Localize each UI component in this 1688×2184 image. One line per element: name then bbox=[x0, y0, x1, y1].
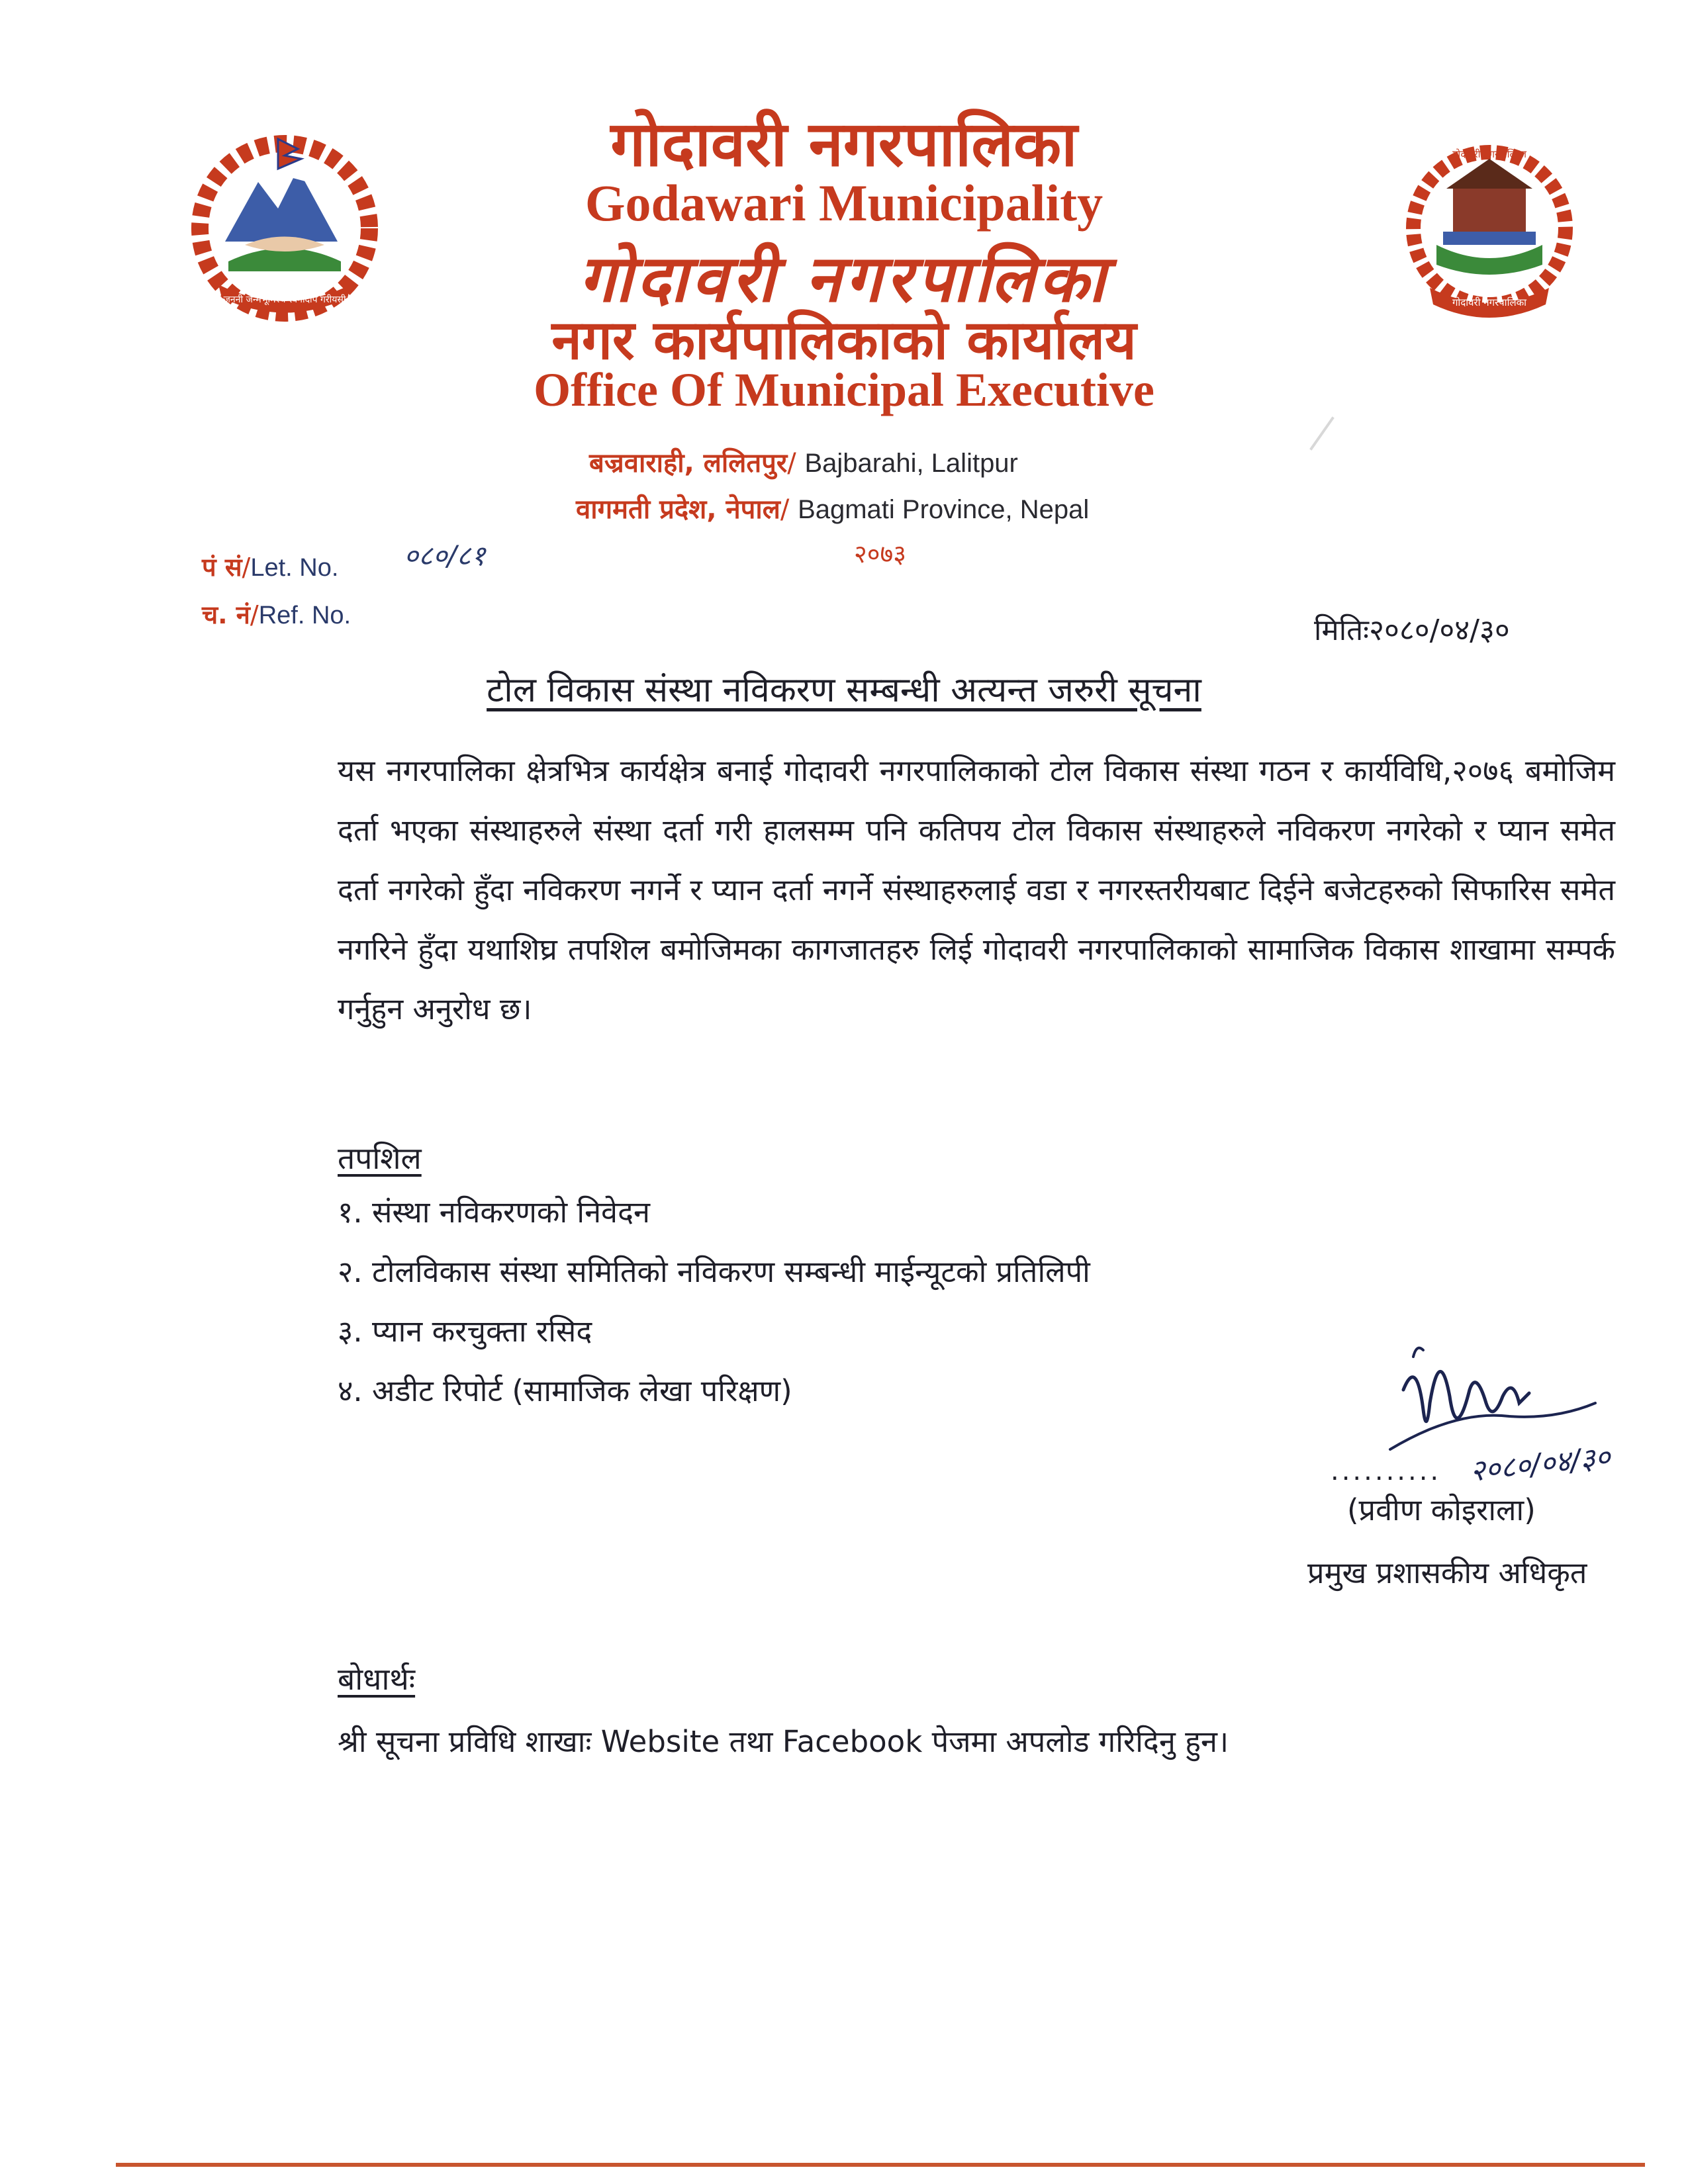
right-emblem-text-top: गोदावरी नगरपालिका bbox=[1452, 148, 1527, 160]
label-separator: / bbox=[250, 600, 259, 629]
reference-number-label-english: Ref. No. bbox=[258, 602, 352, 629]
handwritten-date: २०८०/०४/३० bbox=[1468, 1440, 1613, 1488]
office-name-nepali: नगर कार्यपालिकाको कार्यालय bbox=[551, 309, 1137, 372]
notice-subject bbox=[0, 665, 1688, 712]
letter-number-label bbox=[202, 549, 338, 584]
right-emblem-text-bottom: गोदावरी नगरपालिका bbox=[1452, 296, 1527, 308]
signature-line: .......... bbox=[1331, 1456, 1442, 1486]
municipality-name-nepali: गोदावरी नगरपालिका bbox=[610, 109, 1078, 181]
reference-number-label-nepali: च. नं bbox=[202, 600, 250, 629]
left-emblem-text: जननी जन्मभूमिश्च स्वर्गादपि गरीयसी bbox=[223, 295, 346, 305]
cc-title: बोधार्थः bbox=[338, 1661, 416, 1697]
office-name-english: Office Of Municipal Executive bbox=[534, 363, 1154, 416]
established-year: २०७३ bbox=[854, 539, 907, 569]
letter-number-label-english: Let. No. bbox=[250, 554, 339, 582]
signatory-name: (प्रवीण कोइराला) bbox=[1347, 1492, 1536, 1527]
annex-item: २. टोलविकास संस्था समितिको नविकरण सम्बन्धी माईन्यूटको प्रतिलिपी bbox=[338, 1254, 1090, 1289]
annex-title: तपशिल bbox=[338, 1140, 422, 1176]
address-line-2 bbox=[576, 490, 1089, 526]
label-separator: / bbox=[242, 553, 251, 582]
reference-number-label bbox=[202, 597, 351, 631]
notice-subject-text: टोल विकास संस्था नविकरण सम्बन्धी अत्यन्त जरुरी सूचना bbox=[487, 670, 1201, 710]
address-line-1-nepali: बज्रवाराही, ललितपुर bbox=[589, 448, 788, 478]
footer-rule bbox=[116, 2163, 1645, 2167]
letter-number-value: ०८०/८१ bbox=[404, 539, 486, 572]
notice-body: यस नगरपालिका क्षेत्रभित्र कार्यक्षेत्र बनाई गोदावरी नगरपालिकाको टोल विकास संस्था गठन र कार्यविधि,२०७६ बमोजिम दर्ता भएका संस्थाहरुले संस्था दर्ता गरी हालसम्म पनि कतिपय टोल विकास संस्थाहरुले नविकरण नगरेको र प्यान समेत दर्ता नगरेको हुँदा नविकरण नगर्ने र प्यान दर्ता नगर्ने संस्थाहरुलाई वडा र नगरस्तरीयबाट दिईने बजेटहरुको सिफारिस समेत नगरिने हुँदा यथाशिघ्र तपशिल बमोजिमका कागजातहरु लिई गोदावरी नगरपालिकाको सामाजिक विकास शाखामा सम्पर्क गर्नुहुन अनुरोध छ। bbox=[338, 753, 1615, 1026]
address-separator: / bbox=[787, 448, 796, 478]
address-line-1-english: Bajbarahi, Lalitpur bbox=[804, 449, 1018, 478]
letter-date: मितिः२०८०/०४/३० bbox=[1314, 614, 1510, 647]
address-line-1 bbox=[589, 443, 1018, 480]
address-line-2-english: Bagmati Province, Nepal bbox=[798, 495, 1090, 524]
address-separator: / bbox=[780, 494, 790, 525]
cc-recipient: श्री सूचना प्रविधि शाखाः Website तथा Facebook पेजमा अपलोड गरिदिनु हुन। bbox=[338, 1724, 1229, 1759]
signatory-title: प्रमुख प्रशासकीय अधिकृत bbox=[1307, 1555, 1587, 1590]
municipality-name-english: Godawari Municipality bbox=[585, 174, 1103, 232]
annex-item: १. संस्था नविकरणको निवेदन bbox=[338, 1195, 650, 1230]
annex-item: ४. अडीट रिपोर्ट (सामाजिक लेखा परिक्षण) bbox=[338, 1373, 792, 1408]
letter-number-label-nepali: पं सं bbox=[202, 553, 242, 582]
annex-item: ३. प्यान करचुक्ता रसिद bbox=[338, 1314, 592, 1349]
scan-mark bbox=[1309, 416, 1335, 450]
address-line-2-nepali: वागमती प्रदेश, नेपाल bbox=[576, 494, 780, 525]
municipality-name-stylized: गोदावरी नगरपालिका bbox=[579, 242, 1109, 317]
